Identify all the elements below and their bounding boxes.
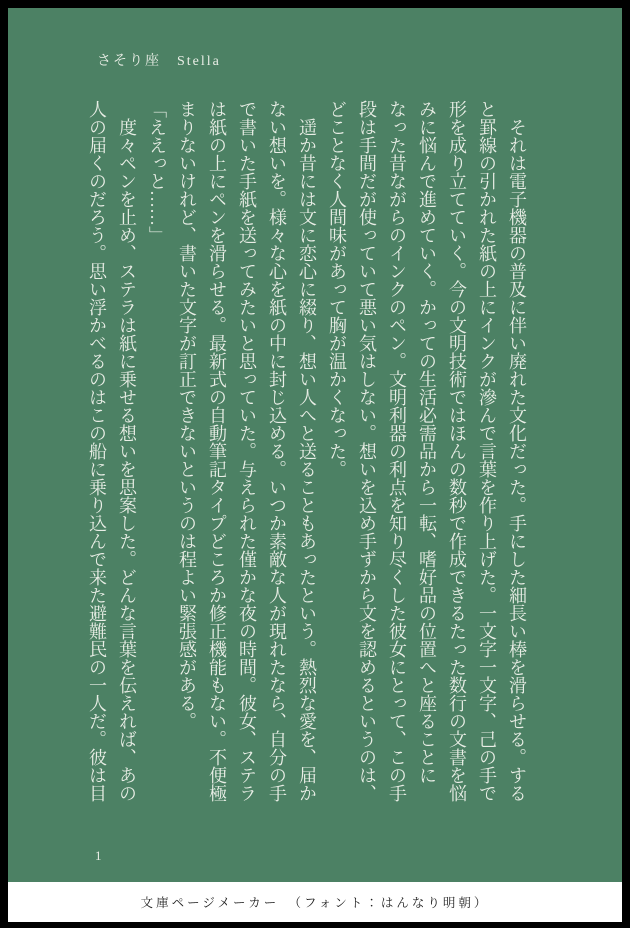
text-column: と罫線の引かれた紙の上にインクが滲んで言葉を作り上げた。一文字一文字、己の手で xyxy=(477,100,497,802)
text-column: 「ええっと……」 xyxy=(147,100,167,244)
page-header-title: さそり座 Stella xyxy=(97,54,221,69)
text-column: どことなく人間味があって胸が温かくなった。 xyxy=(327,100,347,478)
text-column: 遥か昔には文に恋心に綴り、想い人へと送ることもあったという。熱烈な愛を、届か xyxy=(297,100,317,802)
vertical-text-block xyxy=(80,100,532,808)
text-column: それは電子機器の普及に伴い廃れた文化だった。手にした細長い棒を滑らせる。する xyxy=(507,100,527,802)
footer-strip xyxy=(8,882,622,922)
page-number: 1 xyxy=(95,848,102,863)
text-column: なった昔ながらのインクのペン。文明利器の利点を知り尽くした彼女にとって、この手 xyxy=(387,100,407,802)
text-column: まりないけれど、書いた文字が訂正できないというのは程よい緊張感がある。 xyxy=(177,100,197,730)
text-column: 人の届くのだろう。思い浮かべるのはこの船に乗り込んで来た避難民の一人だ。彼は目 xyxy=(87,100,107,802)
text-column: みに悩んで進めていく。かっての生活必需品から一転、嗜好品の位置へと座ることに xyxy=(417,100,437,784)
text-column: ない想いを。様々な心を紙の中に封じ込める。いつか素敵な人が現れたなら、自分の手 xyxy=(267,100,287,802)
text-column: は紙の上にペンを滑らせる。最新式の自動筆記タイプどころか修正機能もない。不便極 xyxy=(207,100,227,802)
book-page xyxy=(8,8,622,882)
text-column: 度々ペンを止め、ステラは紙に乗せる想いを思案した。どんな言葉を伝えれば、あの xyxy=(117,100,137,802)
text-column: 形を成り立てていく。今の文明技術ではほんの数秒で作成できるたった数行の文書を悩 xyxy=(447,100,467,802)
text-column: 段は手間だが使っていて悪い気はしない。想いを込め手ずから文を認めるというのは、 xyxy=(357,100,377,802)
text-column: で書いた手紙を送ってみたいと思っていた。与えられた僅かな夜の時間。彼女、ステラ xyxy=(237,100,257,802)
footer-credit-text: 文庫ページメーカー （フォント：はんなり明朝） xyxy=(140,896,490,910)
